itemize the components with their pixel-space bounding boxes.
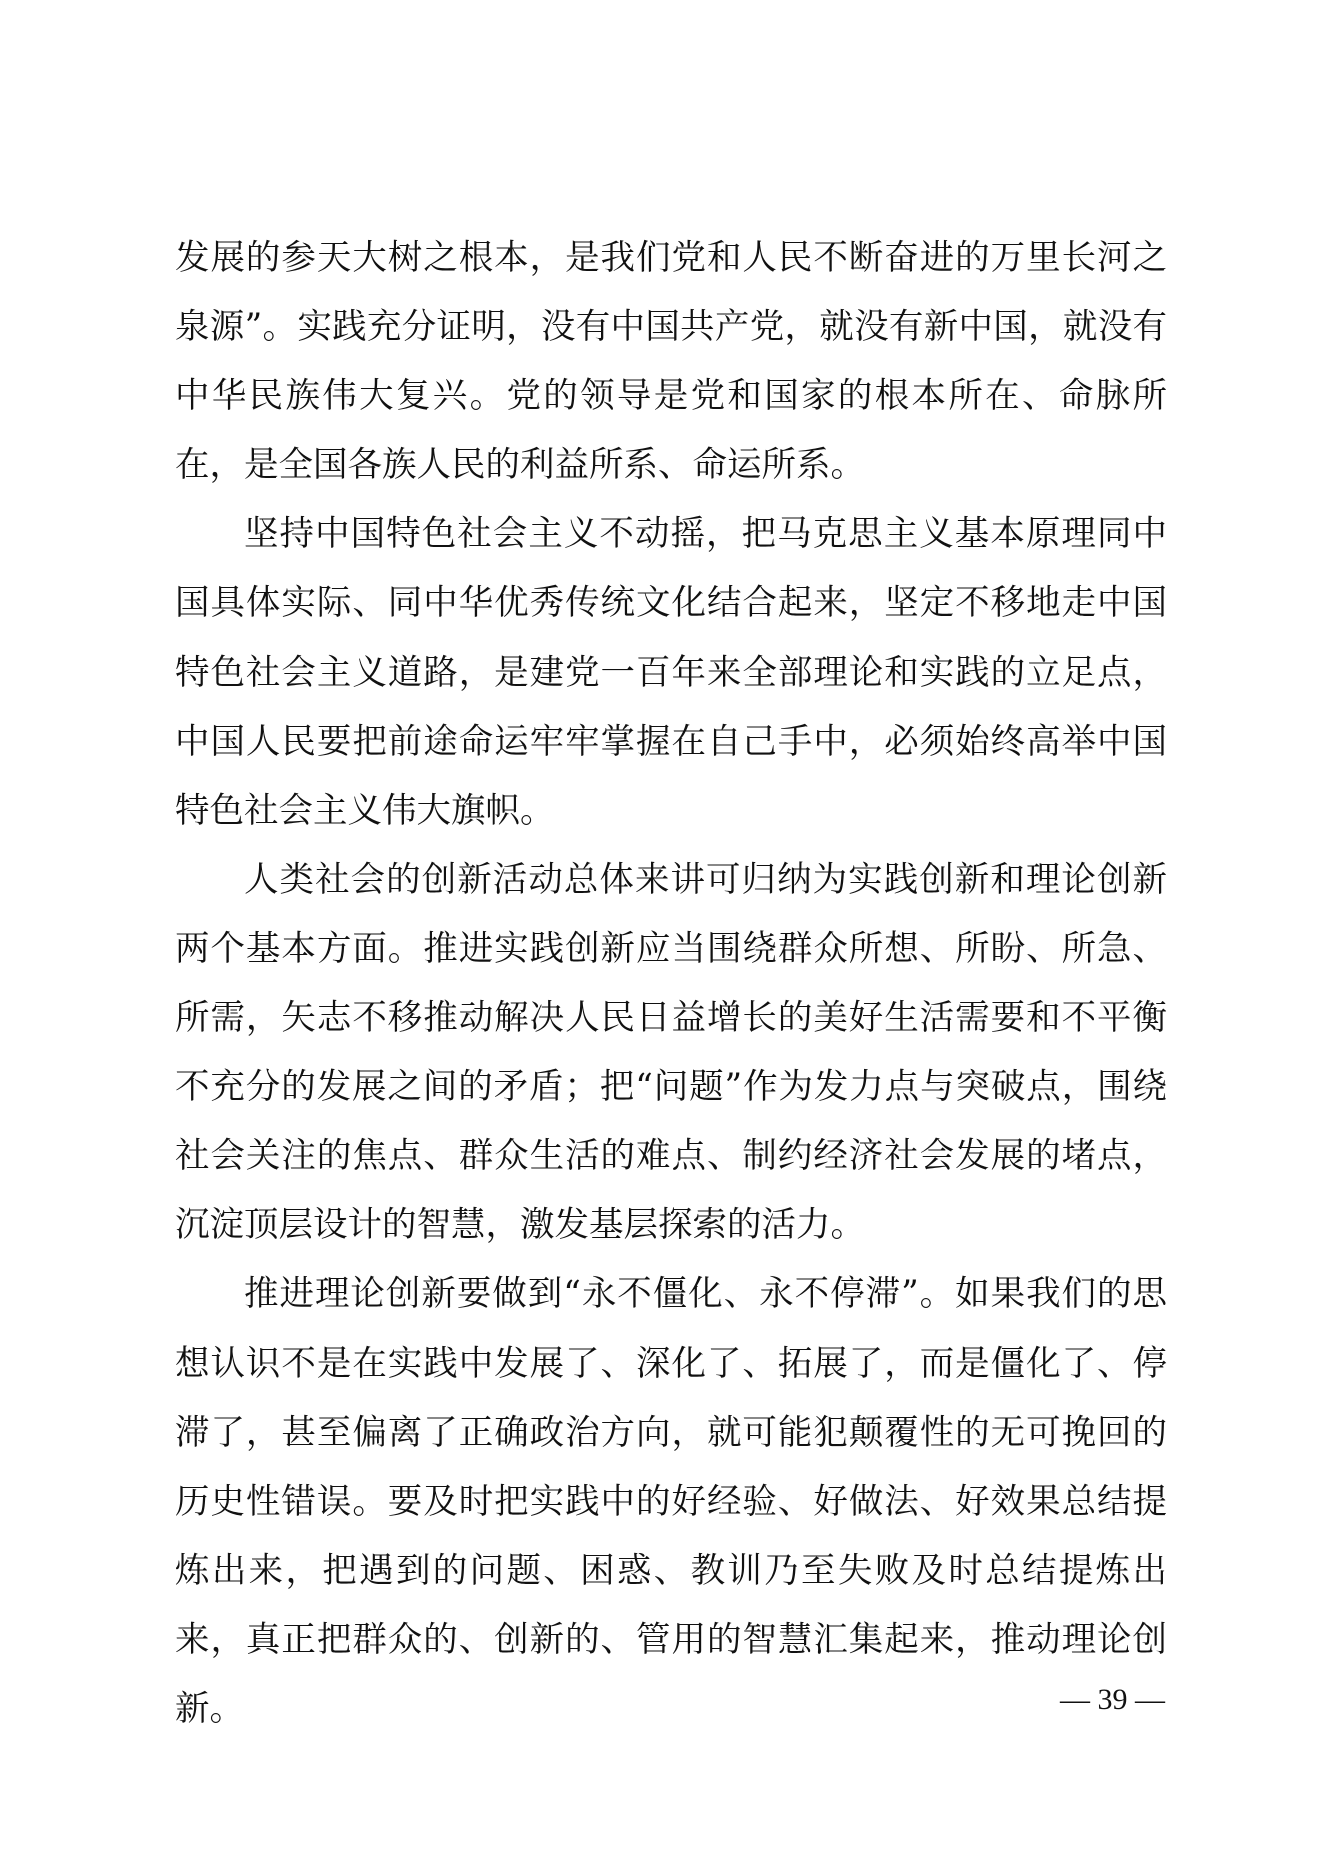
paragraph-theory-innovation: 推进理论创新要做到“永不僵化、永不停滞”。如果我们的思想认识不是在实践中发展了、深化了、拓展了，而是僵化了、停滞了，甚至偏离了正确政治方向，就可能犯颠覆性的无可挽回的历史性错误。要及时把实践中的好经验、好做法、好效果总结提炼出来，把遇到的问题、困惑、教训乃至失败及时总结提炼出来，真正把群众的、创新的、管用的智慧汇集起来，推动理论创新。: [175, 1274, 1167, 1729]
body-text: [175, 224, 1167, 1744]
paragraph-socialism: 坚持中国特色社会主义不动摇，把马克思主义基本原理同中国具体实际、同中华优秀传统文化结合起来，坚定不移地走中国特色社会主义道路，是建党一百年来全部理论和实践的立足点，中国人民要把前途命运牢牢掌握在自己手中，必须始终高举中国特色社会主义伟大旗帜。: [175, 514, 1167, 831]
paragraph-continued: 发展的参天大树之根本，是我们党和人民不断奋进的万里长河之泉源”。实践充分证明，没有中国共产党，就没有新中国，就没有中华民族伟大复兴。党的领导是党和国家的根本所在、命脉所在，是全国各族人民的利益所系、命运所系。: [175, 238, 1167, 486]
page-number: — 39 —: [1060, 1683, 1165, 1716]
paragraph-practice-innovation: 人类社会的创新活动总体来讲可归纳为实践创新和理论创新两个基本方面。推进实践创新应当围绕群众所想、所盼、所急、所需，矢志不移推动解决人民日益增长的美好生活需要和不平衡不充分的发展之间的矛盾；把“问题”作为发力点与突破点，围绕社会关注的焦点、群众生活的难点、制约经济社会发展的堵点，沉淀顶层设计的智慧，激发基层探索的活力。: [175, 859, 1167, 1246]
